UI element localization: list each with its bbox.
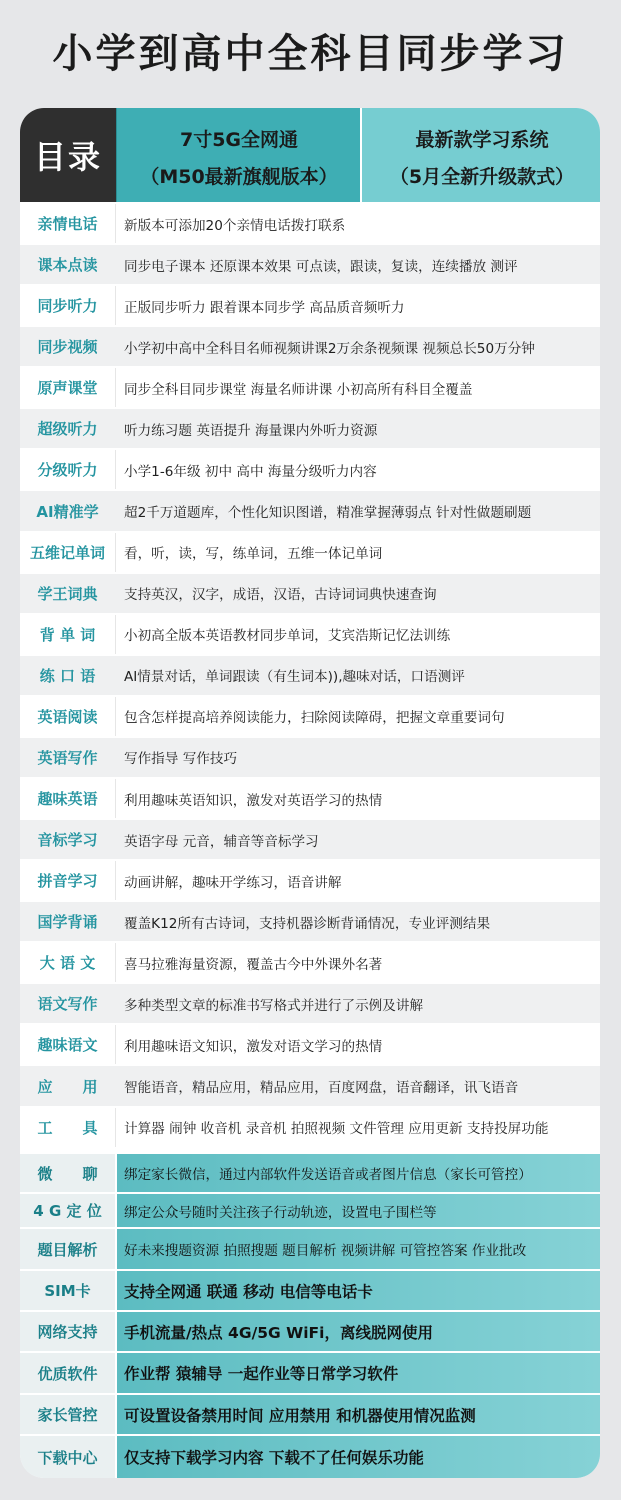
row-description: 好未来搜题资源 拍照搜题 题目解析 视频讲解 可管控答案 作业批改	[124, 1243, 527, 1259]
row-label: 语文写作	[37, 995, 98, 1014]
row-description: 写作指导 写作技巧	[124, 751, 238, 768]
row-description: 同步全科目同步课堂 海量名师讲课 小初高所有科目全覆盖	[124, 381, 473, 398]
table-row	[20, 859, 600, 900]
table-row	[20, 654, 600, 695]
table-row	[20, 489, 600, 530]
row-label: 同步视频	[37, 338, 98, 357]
table-row	[20, 1393, 600, 1434]
row-label: 网络支持	[20, 1312, 117, 1351]
row-description: 支持英汉，汉字，成语，汉语，古诗词词典快速查询	[124, 587, 437, 604]
row-description: 作业帮 猿辅导 一起作业等日常学习软件	[124, 1365, 399, 1383]
row-label: 背 单 词	[20, 615, 116, 654]
row-description: 小学1-6年级 初中 高中 海量分级听力内容	[124, 463, 377, 480]
row-label: 分级听力	[20, 450, 116, 489]
table-row	[20, 1152, 600, 1192]
table-row	[20, 1310, 600, 1351]
table-row	[20, 1351, 600, 1393]
row-description: 小初高全版本英语教材同步单词，艾宾浩斯记忆法训练	[124, 628, 451, 645]
row-label: 同步听力	[20, 286, 116, 325]
row-description: 多种类型文章的标准书写格式并进行了示例及讲解	[124, 997, 424, 1014]
table-row	[20, 900, 600, 941]
row-description: 智能语音，精品应用，精品应用，百度网盘，语音翻译，讯飞语音	[124, 1080, 519, 1096]
feature-table	[20, 108, 600, 1478]
row-label: 趣味语文	[20, 1025, 116, 1064]
table-row	[20, 531, 600, 572]
row-label: 原声课堂	[20, 368, 116, 407]
row-label: AI精准学	[36, 502, 99, 521]
row-label: 趣味英语	[20, 779, 116, 818]
table-row	[20, 572, 600, 613]
row-description: 喜马拉雅海量资源，覆盖古今中外课外名著	[124, 956, 383, 973]
table-row	[20, 695, 600, 736]
row-label: 微 聊	[20, 1154, 117, 1192]
row-description: 动画讲解，趣味开学练习，语音讲解	[124, 874, 342, 891]
row-label: 下载中心	[20, 1436, 117, 1478]
table-row	[20, 818, 600, 859]
row-label: 优质软件	[20, 1353, 117, 1393]
table-row	[20, 366, 600, 407]
row-label: 家长管控	[20, 1395, 117, 1434]
row-label: 英语写作	[37, 748, 98, 767]
model-header	[116, 108, 361, 202]
table-row	[20, 1106, 600, 1147]
table-row	[20, 284, 600, 325]
row-description: 绑定公众号随时关注孩子行动轨迹，设置电子围栏等	[124, 1204, 437, 1221]
row-label: 练 口 语	[39, 666, 96, 685]
row-label: 音标学习	[37, 831, 98, 850]
table-row	[20, 202, 600, 243]
row-description: 利用趣味语文知识，激发对语文学习的热情	[124, 1038, 383, 1055]
row-description: 新版本可添加20个亲情电话拨打联系	[124, 217, 346, 234]
row-description: 绑定家长微信，通过内部软件发送语音或者图片信息（家长可管控）	[124, 1167, 532, 1183]
row-description: 超2千万道题库，个性化知识图谱，精准掌握薄弱点 针对性做题刷题	[124, 505, 532, 522]
row-description: 利用趣味英语知识，激发对英语学习的热情	[124, 792, 383, 809]
table-row	[20, 736, 600, 777]
row-description: 英语字母 元音，辅音等音标学习	[124, 833, 319, 850]
row-label: SIM卡	[20, 1271, 117, 1310]
row-label: 拼音学习	[20, 861, 116, 900]
row-label: 应 用	[37, 1077, 98, 1096]
row-description: 看，听，读，写，练单词，五维一体记单词	[124, 546, 383, 563]
row-description: 手机流量/热点 4G/5G WiFi，离线脱网使用	[124, 1323, 433, 1342]
table-row	[20, 448, 600, 489]
row-label: 五维记单词	[20, 533, 116, 572]
table-row	[20, 1269, 600, 1310]
row-description: 覆盖K12所有古诗词，支持机器诊断背诵情况，专业评测结果	[124, 915, 491, 932]
table-row	[20, 407, 600, 448]
row-label: 4 G 定 位	[20, 1194, 117, 1227]
row-description: 包含怎样提高培养阅读能力，扫除阅读障碍，把握文章重要词句	[124, 710, 505, 727]
toc-header: 目录	[20, 108, 116, 202]
row-label: 国学背诵	[37, 913, 98, 932]
row-description: 计算器 闹钟 收音机 录音机 拍照视频 文件管理 应用更新 支持投屏功能	[124, 1121, 549, 1138]
model-name: 7寸5G全网通	[179, 129, 299, 151]
row-label: 英语阅读	[20, 697, 116, 736]
row-label: 学王词典	[37, 584, 98, 603]
model-version: （M50最新旗舰版本）	[140, 166, 338, 188]
row-description: 可设置设备禁用时间 应用禁用 和机器使用情况监测	[124, 1406, 476, 1425]
table-row	[20, 777, 600, 818]
table-row	[20, 1192, 600, 1227]
row-description: 同步电子课本 还原课本效果 可点读，跟读，复读，连续播放 测评	[124, 258, 518, 275]
table-row	[20, 941, 600, 982]
table-row	[20, 982, 600, 1023]
table-row	[20, 325, 600, 366]
row-description: 仅支持下载学习内容 下载不了任何娱乐功能	[124, 1449, 424, 1467]
row-label: 超级听力	[37, 420, 98, 439]
row-description: 小学初中高中全科目名师视频讲课2万余条视频课 视频总长50万分钟	[124, 340, 535, 357]
system-version: （5月全新升级款式）	[389, 166, 575, 188]
row-label: 课本点读	[37, 256, 98, 275]
row-description: 正版同步听力 跟着课本同步学 高品质音频听力	[124, 299, 405, 316]
row-label: 亲情电话	[20, 204, 116, 243]
table-row	[20, 243, 600, 284]
table-row	[20, 613, 600, 654]
table-row	[20, 1227, 600, 1269]
table-row	[20, 1023, 600, 1064]
row-description: 支持全网通 联通 移动 电信等电话卡	[124, 1282, 373, 1301]
system-header	[360, 108, 600, 202]
system-name: 最新款学习系统	[415, 129, 549, 151]
row-description: AI情景对话，单词跟读（有生词本)),趣味对话，口语测评	[124, 669, 465, 686]
row-label: 题目解析	[20, 1229, 117, 1269]
table-row	[20, 1064, 600, 1105]
page-title: 小学到高中全科目同步学习	[52, 31, 569, 77]
table-row	[20, 1434, 600, 1478]
row-description: 听力练习题 英语提升 海量课内外听力资源	[124, 422, 378, 439]
row-label: 工 具	[20, 1108, 116, 1147]
row-label: 大 语 文	[20, 943, 116, 982]
